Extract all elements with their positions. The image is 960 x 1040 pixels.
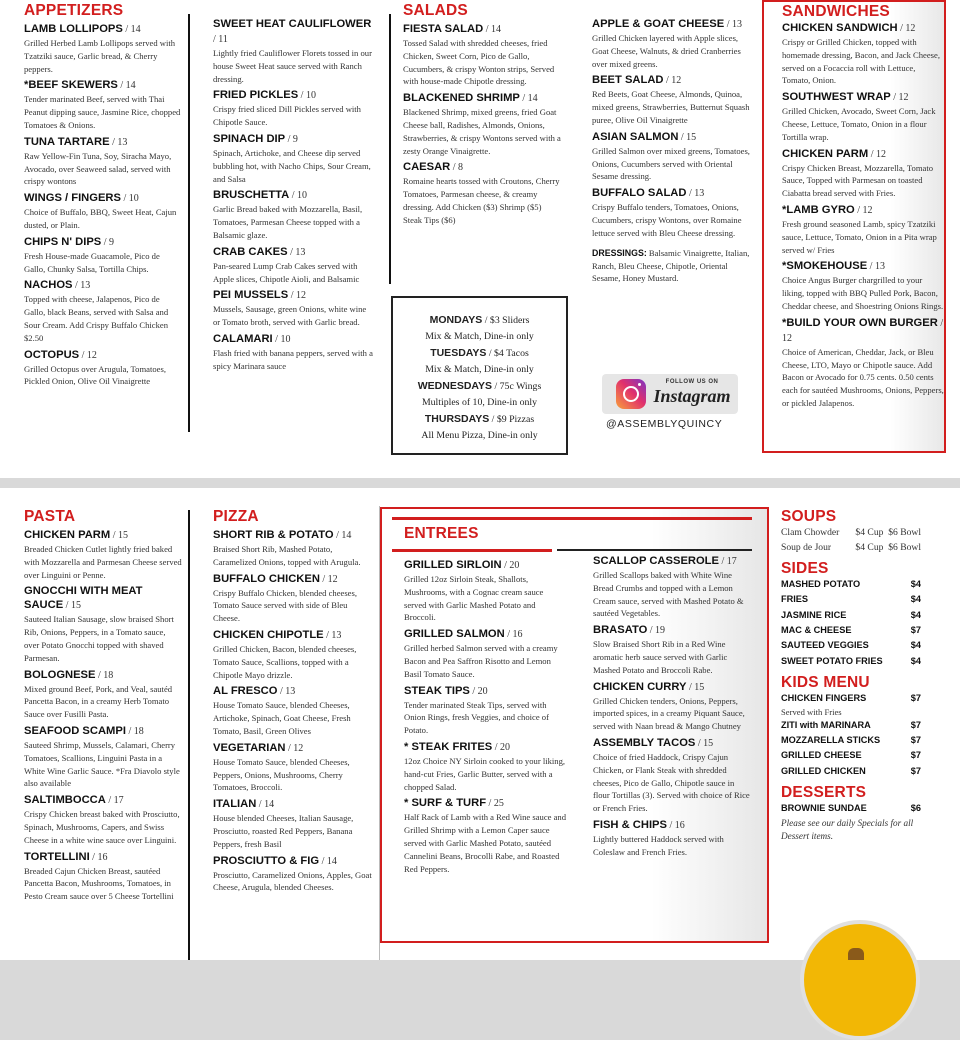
item-price: / 13 [277, 686, 296, 698]
section-title: PASTA [24, 508, 76, 525]
menu-item [404, 558, 566, 624]
item-description: Tossed Salad with shredded cheeses, fried Chicken, Sweet Corn, Pico de Gallo, Cucumbers, & crispy Wonton strips, Served with house-made Chipotle dressing. [403, 38, 555, 87]
item-name: BUFFALO CHICKEN / 12 [213, 572, 338, 585]
item-name: BOLOGNESE / 18 [24, 668, 114, 681]
appetizers-section-2 [213, 14, 373, 373]
item-name: CHICKEN PARM / 12 [782, 147, 886, 160]
menu-item [213, 572, 373, 625]
price-row-subtext: Served with Fries [781, 706, 842, 717]
price-row: MOZZARELLA STICKS $7 [781, 735, 921, 746]
item-description: Choice of Buffalo, BBQ, Sweet Heat, Cajun dusted, or Plain. [24, 207, 177, 230]
price-row: GRILLED CHICKEN $7 [781, 765, 921, 776]
divider-bar [392, 517, 752, 520]
menu-item [404, 796, 566, 875]
item-price: / 16 [89, 851, 108, 863]
menu-item [213, 797, 373, 850]
item-description: Mixed ground Beef, Pork, and Veal, sautéd Pancetta Bacon, in a creamy Herb Tomato Sauce over Fusilli Pasta. [24, 683, 173, 720]
salads-section [403, 2, 561, 227]
item-price: / 9 [285, 133, 298, 145]
instagram-handle[interactable]: @ASSEMBLYQUINCY [606, 418, 723, 430]
entrees-section [380, 507, 769, 943]
menu-item [24, 135, 182, 188]
price-row: Soup de Jour $4 Cup $6 Bowl [781, 542, 921, 554]
item-description: Grilled Salmon over mixed greens, Tomatoes, Onions, Cucumbers served with Oriental Sesame dressing. [592, 145, 750, 182]
item-name: CAESAR / 8 [403, 161, 464, 174]
item-description: 12oz Choice NY Sirloin cooked to your liking, hand-cut Fries, Garlic Butter, served with a chopped Salad. [404, 755, 566, 792]
sides-title: SIDES [781, 559, 829, 577]
menu-item [592, 73, 750, 126]
item-price: / 17 [105, 795, 124, 807]
item-description: Choice Angus Burger chargrilled to your liking, topped with BBQ Pulled Pork, Bacon, Cheddar cheese, and Shoestring Onions Rings. [782, 275, 944, 311]
item-description: Garlic Bread baked with Mozzarella, Basil, Tomatoes, Parmesan Cheese topped with a Balsamic glaze. [213, 204, 363, 240]
price-row: FRIES $4 [781, 594, 921, 605]
section-title: SALADS [403, 2, 468, 19]
special-note: Mix & Match, Dine-in only [425, 331, 534, 342]
item-name: CHICKEN PARM / 15 [24, 529, 128, 541]
item-description: Pan-seared Lump Crab Cakes served with Apple slices, Chipotle Aioli, and Balsamic [213, 260, 360, 284]
column-divider [188, 510, 190, 960]
item-price: / 13 [109, 136, 128, 148]
menu-item [213, 132, 373, 185]
price-row: SAUTEED VEGGIES $4 [781, 640, 921, 651]
item-name: BRASATO / 19 [593, 624, 666, 637]
section-title: SANDWICHES [782, 3, 890, 20]
item-name: BLACKENED SHRIMP / 14 [403, 92, 538, 105]
item-description: Lightly fried Cauliflower Florets tossed in our house Sweet Heat sauce served with Ranch dressing. [213, 48, 372, 84]
item-name: TUNA TARTARE / 13 [24, 135, 128, 148]
item-price: / 12 [288, 290, 307, 302]
menu-item [592, 130, 750, 183]
section-title: APPETIZERS [24, 2, 124, 19]
item-price: / 20 [492, 741, 511, 753]
item-name: SPINACH DIP / 9 [213, 132, 298, 145]
item-description: Red Beets, Goat Cheese, Almonds, Quinoa, mixed greens, Strawberries, Butternut Squash puree, Olive Oil Vinaigrette [592, 89, 750, 125]
item-name: OCTOPUS / 12 [24, 348, 97, 361]
item-price: / 10 [298, 90, 316, 102]
item-name: PROSCIUTTO & FIG / 14 [213, 854, 337, 867]
item-price: / 14 [333, 530, 352, 541]
menu-item [213, 88, 373, 129]
menu-item [592, 186, 750, 239]
instagram-badge[interactable] [602, 374, 738, 414]
item-name: GNOCCHI WITH MEAT SAUCE / 15 [24, 585, 143, 612]
item-price: / 14 [319, 855, 337, 867]
item-description: Grilled Chicken layered with Apple slices, Goat Cheese, Walnuts, & dried Cranberries over mixed greens. [592, 33, 741, 69]
item-description: Sauteed Shrimp, Mussels, Calamari, Cherry Tomatoes, Scallions, Linguini Pasta in a White Wine Garlic Sauce. *Fra Diavolo style also available [24, 739, 180, 789]
menu-item [213, 245, 373, 286]
menu-item [404, 740, 566, 793]
item-description: Crispy fried sliced Dill Pickles served with Chipotle Sauce. [213, 104, 361, 128]
item-price: / 15 [678, 131, 697, 143]
dessert-note: Please see our daily Specials for all Dessert items. [781, 817, 914, 841]
item-name: ASSEMBLY TACOS / 15 [593, 736, 714, 749]
menu-item [213, 854, 373, 895]
special-note: Multiples of 10, Dine-in only [421, 397, 538, 408]
item-price: / 14 [519, 93, 538, 105]
menu-item [213, 17, 373, 85]
menu-item [24, 278, 182, 344]
item-price: / 9 [101, 236, 115, 248]
logo-badge [800, 920, 920, 1040]
item-description: Fresh ground seasoned Lamb, spicy Tzatziki sauce, Lettuce, Tomato, Onion in a Pita wrap served w/ Fries [782, 218, 937, 255]
menu-item [403, 160, 561, 226]
item-description: Breaded Cajun Chicken Breast, sautéed Pancetta Bacon, Mushrooms, Tomatoes, in Pesto Cream sauce over 5 Cheese Tortellini [24, 865, 174, 902]
item-name: * SURF & TURF / 25 [404, 797, 504, 810]
item-description: Blackened Shrimp, mixed greens, fried Goat Cheese ball, Radishes, Almonds, Onions, Strawberries, & crispy Wontons served with a zesty Orange Vinaigrette. [403, 107, 561, 156]
menu-item [782, 203, 944, 256]
menu-list [24, 22, 182, 388]
item-description: Romaine hearts tossed with Croutons, Cherry Tomatoes, Parmesan cheese, & creamy dressing. Add Chicken ($3) Shrimp ($5) Steak Tips ($6) [403, 176, 560, 225]
item-price: / 16 [666, 819, 685, 831]
item-name: *LAMB GYRO / 12 [782, 203, 873, 216]
desserts-title: DESSERTS [781, 784, 867, 802]
follow-label: FOLLOW US ON [665, 379, 719, 385]
item-price: / 12 [890, 92, 909, 104]
menu-list [592, 17, 750, 240]
item-price: / 11 [213, 34, 228, 45]
price-row: ZITI with MARINARA $7 [781, 719, 921, 730]
item-name: LAMB LOLLIPOPS / 14 [24, 23, 141, 35]
item-name: SOUTHWEST WRAP / 12 [782, 91, 909, 104]
item-description: Mussels, Sausage, green Onions, white wine or Tomato broth, served with Garlic bread. [213, 304, 367, 328]
item-name: BEET SALAD / 12 [592, 74, 682, 87]
price-row: Clam Chowder $4 Cup $6 Bowl [781, 527, 921, 538]
item-description: Grilled Octopus over Arugula, Tomatoes, Pickled Onion, Olive Oil Vinaigrette [24, 363, 166, 387]
menu-item [213, 188, 373, 241]
item-name: TORTELLINI / 16 [24, 850, 108, 863]
menu-item [403, 91, 561, 157]
item-name: CHIPS N' DIPS / 9 [24, 235, 115, 248]
item-price: / 12 [663, 75, 682, 87]
item-description: Sauteed Italian Sausage, slow braised Short Rib, Onions, Peppers, in a Tomato sauce, over Potato Gnocchi topped with shaved Parmesan. [24, 614, 174, 663]
menu-item [404, 684, 566, 737]
item-description: Tender marinated Steak Tips, served with Onion Rings, fresh Veggies, and choice of Potato. [404, 699, 549, 736]
item-description: Braised Short Rib, Mashed Potato, Caramelized Onions, topped with Arugula. [213, 544, 361, 567]
item-name: CALAMARI / 10 [213, 332, 291, 345]
item-name: NACHOS / 13 [24, 279, 91, 292]
item-name: GRILLED SALMON / 16 [404, 628, 523, 641]
item-price: / 10 [272, 333, 291, 345]
item-name: SHORT RIB & POTATO / 14 [213, 529, 352, 541]
section-title: ENTREES [404, 525, 479, 542]
item-price: / 13 [72, 280, 91, 292]
item-name: *BEEF SKEWERS / 14 [24, 79, 136, 92]
item-name: ASIAN SALMON / 15 [592, 130, 697, 143]
pasta-section [24, 508, 182, 903]
item-name: PEI MUSSELS / 12 [213, 289, 307, 302]
special-day-row: THURSDAYS / $9 Pizzas [424, 413, 535, 425]
special-note: All Menu Pizza, Dine-in only [421, 430, 538, 441]
menu-item [782, 316, 944, 410]
special-day-row: WEDNESDAYS / 75c Wings [417, 380, 542, 392]
item-description: Grilled Chicken, Avocado, Sweet Corn, Jack Cheese, Lettuce, Tomato, Onion in a flour Tortilla wrap. [782, 106, 936, 142]
item-description: Fresh House-made Guacamole, Pico de Gallo, Chunky Salsa, Tortilla Chips. [24, 250, 160, 274]
sandwiches-section [762, 0, 946, 453]
item-price: / 12 [782, 317, 944, 344]
dressings-list: DRESSINGS: Balsamic Vinaigrette, Italian, Ranch, Bleu Cheese, Chipotle, Oriental Sesame, Honey Mustard. [592, 247, 750, 284]
item-price: / 13 [323, 629, 342, 641]
item-price: / 14 [117, 80, 136, 92]
section-title: PIZZA [213, 508, 259, 525]
item-price: / 14 [483, 24, 501, 35]
item-name: BUFFALO SALAD / 13 [592, 187, 705, 200]
item-name: *SMOKEHOUSE / 13 [782, 260, 885, 273]
item-description: Grilled Scallops baked with White Wine Bread Crumbs and topped with a Lemon Cream sauce, served with Mashed Potato & sautéed Vegetables. [593, 570, 744, 619]
item-description: House Tomato Sauce, blended Cheeses, Peppers, Onions, Mushrooms, Cherry Tomatoes, Broccoli. [213, 756, 350, 793]
special-day-row: TUESDAYS / $4 Tacos [430, 347, 529, 359]
item-price: / 20 [469, 685, 488, 697]
item-description: Crispy or Grilled Chicken, topped with homemade dressing, Bacon, and Jack Cheese, served on a Focaccia roll with Lettuce, Tomato, Onion. [782, 37, 940, 86]
price-row: CHICKEN FINGERS $7 [781, 693, 921, 704]
item-name: FIESTA SALAD / 14 [403, 23, 501, 35]
menu-item [782, 90, 944, 143]
menu-item [213, 741, 373, 794]
menu-list [213, 17, 373, 373]
item-description: Grilled Chicken tenders, Onions, Peppers, imported spices, in a creamy Piquant Sauce, served with Naan bread & Mango Chutney [593, 695, 745, 732]
item-name: SCALLOP CASSEROLE / 17 [593, 555, 737, 567]
item-price: / 13 [686, 188, 705, 200]
item-description: Crispy Buffalo Chicken, blended cheeses, Tomato Sauce served with side of Bleu Cheese. [213, 587, 357, 624]
item-description: Choice of American, Cheddar, Jack, or Bleu Cheese, LTO, Mayo or Chipotle sauce. Add Bacon or Avocado for 0.75 cents. 0.50 cents each for sautéed Mushrooms, Onions, Peppers, or pickled Jalapenos. [782, 346, 944, 408]
menu-list [404, 558, 566, 875]
item-name: CHICKEN CHIPOTLE / 13 [213, 628, 342, 641]
item-price: / 15 [63, 600, 81, 612]
menu-item [24, 724, 182, 790]
menu-item [213, 628, 373, 681]
menu-list [213, 528, 373, 894]
item-price: / 18 [95, 669, 114, 681]
item-name: VEGETARIAN / 12 [213, 741, 304, 754]
menu-item [213, 528, 373, 569]
menu-list [403, 22, 561, 227]
item-name: SALTIMBOCCA / 17 [24, 794, 124, 807]
menu-list [782, 21, 944, 410]
item-name: CHICKEN CURRY / 15 [593, 680, 705, 693]
item-price: / 12 [897, 23, 916, 34]
item-description: Breaded Chicken Cutlet lightly fried baked with Mozzarella and Parmesan Cheese served over Linguini or Penne. [24, 544, 182, 580]
menu-item [782, 259, 944, 312]
item-price: / 15 [686, 681, 705, 693]
item-name: CHICKEN SANDWICH / 12 [782, 22, 916, 34]
menu-item [24, 668, 182, 721]
item-name: FISH & CHIPS / 16 [593, 818, 685, 831]
menu-item [593, 680, 753, 733]
item-description: Slow Braised Short Rib in a Red Wine aromatic herb sauce served with Garlic Mashed Potato and Broccoli Rabe. [593, 639, 728, 675]
item-price: / 13 [287, 246, 306, 258]
item-description: Topped with cheese, Jalapenos, Pico de Gallo, black Beans, served with Salsa and Sour Cream. Add Crispy Buffalo Chicken $2.50 [24, 294, 169, 343]
desserts-list [781, 801, 921, 816]
price-row: JASMINE RICE $4 [781, 609, 921, 620]
item-description: House blended Cheeses, Italian Sausage, Prosciutto, roasted Red Peppers, Banana Peppers, fresh Basil [213, 813, 354, 849]
special-day-row: MONDAYS / $3 Sliders [429, 314, 530, 326]
pizza-section [213, 508, 373, 894]
item-name: * STEAK FRITES / 20 [404, 740, 511, 753]
menu-item [593, 623, 753, 676]
item-price: / 18 [125, 725, 144, 737]
price-row: MASHED POTATO $4 [781, 578, 921, 589]
item-price: / 10 [289, 190, 308, 202]
divider-bar [392, 549, 552, 552]
price-row: BROWNIE SUNDAE $6 [781, 803, 921, 814]
menu-item [593, 554, 753, 620]
menu-page-top [0, 0, 960, 478]
kids-list [781, 691, 921, 779]
sides-column [781, 508, 921, 843]
item-description: Spinach, Artichoke, and Cheese dip served bubbling hot, with Nacho Chips, Sour Cream, and Salsa [213, 147, 371, 184]
menu-item [24, 22, 182, 75]
menu-item [593, 818, 753, 859]
special-note: Mix & Match, Dine-in only [425, 364, 534, 375]
item-name: APPLE & GOAT CHEESE / 13 [592, 18, 742, 30]
appetizers-section [24, 2, 182, 388]
item-description: Crispy Buffalo tenders, Tomatoes, Onions, Cucumbers, crispy Wontons, over Romaine lettuce served with Bleu Cheese dressing. [592, 202, 742, 238]
menu-item [592, 17, 750, 70]
price-row: GRILLED CHEESE $7 [781, 750, 921, 761]
item-description: Crispy Chicken breast baked with Prosciutto, Spinach, Mushrooms, Capers, and Swiss Cheese in a white wine sauce over Linguini. [24, 809, 180, 845]
sides-list [781, 577, 921, 669]
menu-item [24, 793, 182, 846]
instagram-icon [616, 379, 646, 409]
menu-item [24, 528, 182, 581]
item-name: STEAK TIPS / 20 [404, 684, 488, 697]
weekly-specials-box [391, 296, 568, 455]
menu-item [213, 332, 373, 373]
item-price: / 12 [285, 742, 304, 754]
menu-item [24, 348, 182, 389]
item-price: / 25 [486, 798, 504, 810]
item-price: / 15 [110, 530, 128, 541]
soups-list [781, 525, 921, 556]
instagram-wordmark: Instagram [653, 386, 731, 406]
item-price: / 10 [120, 193, 139, 205]
price-row: MAC & CHEESE $7 [781, 625, 921, 636]
item-price: / 12 [319, 573, 338, 585]
item-price: / 12 [79, 349, 97, 361]
item-description: Half Rack of Lamb with a Red Wine sauce and Grilled Shrimp with a Lemon Caper sauce served with Garlic Mashed Potato, sautéed Cannelini Beans, Brocolli Rabe, and Roasted Red Peppers. [404, 812, 567, 874]
item-price: / 15 [695, 737, 714, 749]
item-description: Grilled herbed Salmon served with a creamy Bacon and Pea Saffron Risotto and Lemon Basil Tomato Sauce. [404, 643, 558, 679]
menu-item [404, 627, 566, 680]
item-description: Grilled Chicken, Bacon, blended cheeses, Tomato Sauce, Scallions, topped with a Chipotle Mayo drizzle. [213, 643, 357, 680]
item-price: / 8 [450, 162, 464, 174]
menu-item [24, 850, 182, 903]
item-description: Raw Yellow-Fin Tuna, Soy, Siracha Mayo, Avocado, over Seaweed salad, served with crispy wontons [24, 150, 172, 187]
item-description: House Tomato Sauce, blended Cheeses, Artichoke, Spinach, Goat Cheese, Fresh Tomato, Basil, Green Olives [213, 700, 351, 736]
item-name: GRILLED SIRLOIN / 20 [404, 559, 520, 571]
item-name: WINGS / FINGERS / 10 [24, 192, 139, 205]
menu-item [782, 147, 944, 200]
item-name: FRIED PICKLES / 10 [213, 89, 316, 102]
item-name: SWEET HEAT CAULIFLOWER / 11 [213, 18, 372, 45]
menu-item [403, 22, 561, 88]
item-price: / 13 [867, 261, 885, 273]
item-price: / 20 [501, 560, 520, 571]
item-description: Grilled 12oz Sirloin Steak, Shallots, Mushrooms, with a Cognac cream sauce served with Garlic Mashed Potato and Broccoli. [404, 574, 544, 623]
menu-item [24, 584, 182, 664]
soups-title: SOUPS [781, 508, 837, 525]
logo-mark [848, 948, 864, 960]
item-price: / 12 [854, 204, 873, 216]
item-name: AL FRESCO / 13 [213, 685, 296, 698]
item-price: / 14 [256, 799, 275, 811]
item-name: *BUILD YOUR OWN BURGER / 12 [782, 316, 944, 344]
item-price: / 16 [504, 629, 523, 641]
kids-title: KIDS MENU [781, 674, 870, 692]
item-name: ITALIAN / 14 [213, 798, 275, 811]
menu-item [213, 288, 373, 329]
column-divider [188, 14, 190, 432]
item-description: Prosciutto, Caramelized Onions, Apples, Goat Cheese, Arugula, blended Cheeses. [213, 869, 372, 893]
item-description: Flash fried with banana peppers, served with a spicy Marinara sauce [213, 347, 373, 371]
menu-item [593, 736, 753, 815]
item-price: / 14 [122, 24, 141, 35]
item-price: / 13 [724, 19, 742, 30]
column-divider [389, 14, 391, 284]
item-description: Lightly buttered Haddock served with Coleslaw and French Fries. [593, 833, 724, 857]
item-description: Choice of fried Haddock, Crispy Cajun Chicken, or Flank Steak with shredded cheeses, Pico de Gallo, Chipotle sauce in flour Tortillas (3). Served with choice of Rice or French Fries. [593, 751, 750, 814]
menu-item [213, 684, 373, 737]
menu-item [24, 235, 182, 276]
item-name: CRAB CAKES / 13 [213, 245, 306, 258]
menu-item [782, 21, 944, 87]
salads-section-2 [592, 14, 750, 285]
item-description: Grilled Herbed Lamb Lollipops served with Tzatziki sauce, Garlic bread, & Cherry peppers. [24, 38, 176, 74]
item-price: / 19 [647, 625, 666, 637]
item-name: BRUSCHETTA / 10 [213, 189, 308, 202]
item-description: Tender marinated Beef, served with Thai Peanut dipping sauce, Jasmine Rice, chopped Tomatoes & Onions. [24, 94, 181, 130]
item-price: / 17 [718, 556, 737, 567]
menu-list [24, 528, 182, 903]
item-name: SEAFOOD SCAMPI / 18 [24, 724, 144, 737]
menu-list [593, 554, 753, 859]
menu-item [24, 191, 182, 232]
price-row: SWEET POTATO FRIES $4 [781, 655, 921, 666]
item-description: Crispy Chicken Breast, Mozzarella, Tomato Sauce, Topped with Parmesan on toasted Ciabatta bread served with Fries. [782, 162, 934, 199]
menu-item [24, 78, 182, 131]
item-price: / 12 [868, 148, 886, 160]
